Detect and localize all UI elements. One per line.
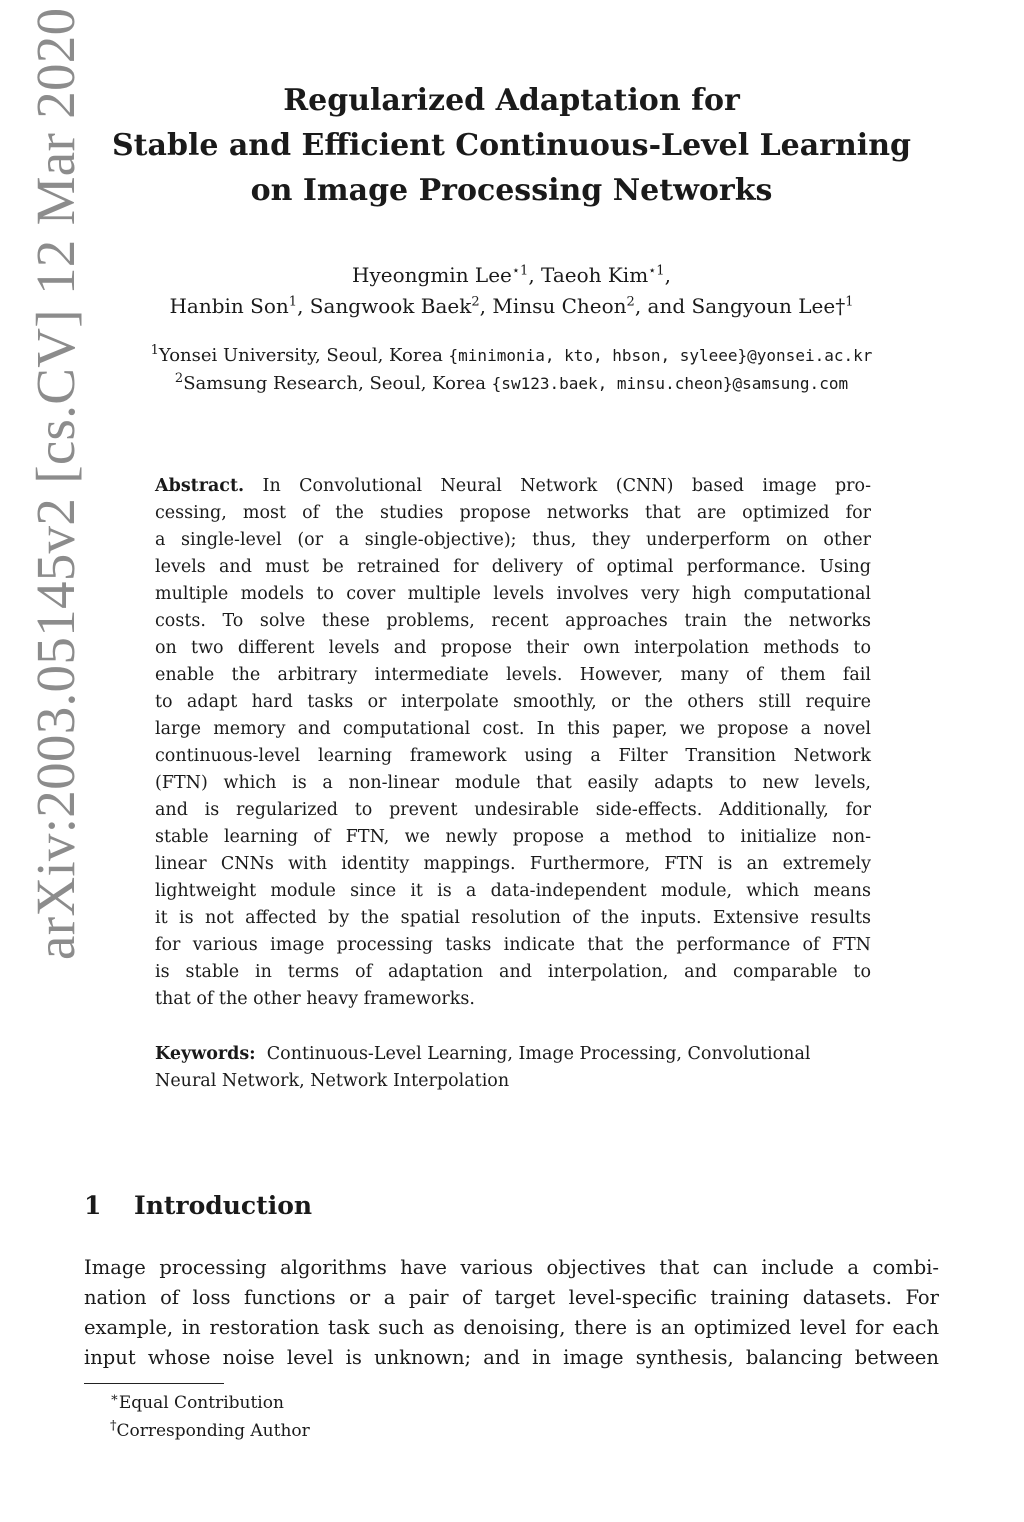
abstract-line: is stable in terms of adaptation and interpolation, and comparable to [155,962,871,982]
footnote-2 [110,1417,310,1445]
keywords-text: Continuous-Level Learning, Image Processing, Convolutional [266,1044,811,1064]
footnote-1 [110,1389,310,1417]
abstract-line: multiple models to cover multiple levels involves very high computational [155,584,871,604]
footnote-mark: † [110,1418,117,1434]
author-line-1: Hyeongmin Lee$^{⋆1}$, Taeoh Kim$^{⋆1}$, [352,263,671,287]
author-line-2: Hanbin Son$^1$, Sangwook Baek$^2$, Minsu Cheon$^2$, and Sangyoun Lee†$^1$ [169,294,854,318]
abstract-line: enable the arbitrary intermediate levels. However, many of them fail [155,665,871,685]
paper-title [84,78,939,213]
title-line-2: Stable and Efficient Continuous-Level Learning [112,128,911,163]
affiliation-text: Yonsei University, Seoul, Korea [158,345,449,366]
author-name: Hyeongmin Lee [352,263,512,287]
keywords-label: Keywords: [155,1044,256,1064]
author-name: Taeoh Kim [541,263,649,287]
affiliation-2 [84,370,939,398]
affiliation-text: Samsung Research, Seoul, Korea [183,373,492,394]
abstract-line: large memory and computational cost. In this paper, we propose a novel [155,719,871,739]
footnote-rule [84,1383,224,1384]
author-mark: ⋆1 [511,263,529,279]
keywords-line-2: Neural Network, Network Interpolation [155,1071,510,1091]
abstract-line: it is not affected by the spatial resolution of the inputs. Extensive results [155,908,871,928]
abstract-line: and is regularized to prevent undesirable side-effects. Additionally, for [155,800,871,820]
affiliation-emails: {minimonia, kto, hbson, syleee}@yonsei.ac.kr [448,346,873,365]
affiliation-mark: 1 [150,343,159,358]
author-mark: 2 [626,294,635,310]
abstract-line: (FTN) which is a non-linear module that easily adapts to new levels, [155,773,871,793]
affiliation-emails: {sw123.baek, minsu.cheon}@samsung.com [491,374,849,393]
author-mark: 1 [845,294,854,310]
author-name: Minsu Cheon [492,294,627,318]
intro-line: nation of loss functions or a pair of target level-specific training datasets. For [84,1286,939,1309]
abstract [155,473,871,1013]
title-line-1: Regularized Adaptation for [283,83,740,118]
author-mark: 2 [471,294,480,310]
abstract-line: continuous-level learning framework using a Filter Transition Network [155,746,871,766]
abstract-line: on two different levels and propose their own interpolation methods to [155,638,871,658]
abstract-line: that of the other heavy frameworks. [155,989,475,1009]
intro-line: input whose noise level is unknown; and in image synthesis, balancing between [84,1346,939,1369]
affiliation-mark: 2 [174,371,184,386]
abstract-line: stable learning of FTN, we newly propose a method to initialize non- [155,827,871,847]
abstract-label: Abstract. [155,476,245,496]
footnotes [110,1389,310,1445]
abstract-line: a single-level (or a single-objective); thus, they underperform on other [155,530,871,550]
keywords-line-1 [155,1041,885,1068]
abstract-first-line: In Convolutional Neural Network (CNN) based image pro- [262,476,871,496]
abstract-line [155,473,871,500]
author-name: Sangwook Baek [309,294,472,318]
intro-line: Image processing algorithms have various objectives that can include a combi- [84,1256,939,1279]
author-list [84,260,939,322]
footnote-text: Equal Contribution [118,1393,284,1413]
section-heading-introduction [84,1186,312,1226]
abstract-line: to adapt hard tasks or interpolate smoothly, or the others still require [155,692,871,712]
author-name: Hanbin Son [169,294,289,318]
section-number: 1 [84,1191,102,1220]
footnote-mark: ∗ [110,1390,119,1406]
section-title: Introduction [134,1191,313,1220]
abstract-line: linear CNNs with identity mappings. Furthermore, FTN is an extremely [155,854,871,874]
affiliation-1 [84,342,939,370]
footnote-text: Corresponding Author [116,1421,310,1441]
arxiv-identifier-stamp: arXiv:2003.05145v2 [cs.CV] 12 Mar 2020 [25,7,86,960]
author-name: and Sangyoun Lee† [647,294,846,318]
abstract-line: costs. To solve these problems, recent approaches train the networks [155,611,871,631]
introduction-body [84,1253,939,1373]
abstract-line: lightweight module since it is a data-independent module, which means [155,881,871,901]
abstract-line: levels and must be retrained for delivery of optimal performance. Using [155,557,871,577]
keywords [155,1041,885,1095]
affiliations [84,342,939,398]
abstract-line: cessing, most of the studies propose networks that are optimized for [155,503,871,523]
intro-line: example, in restoration task such as denoising, there is an optimized level for each [84,1316,939,1339]
abstract-line: for various image processing tasks indicate that the performance of FTN [155,935,871,955]
author-mark: 1 [288,294,298,310]
author-mark: ⋆1 [648,263,665,279]
title-line-3: on Image Processing Networks [250,173,773,208]
